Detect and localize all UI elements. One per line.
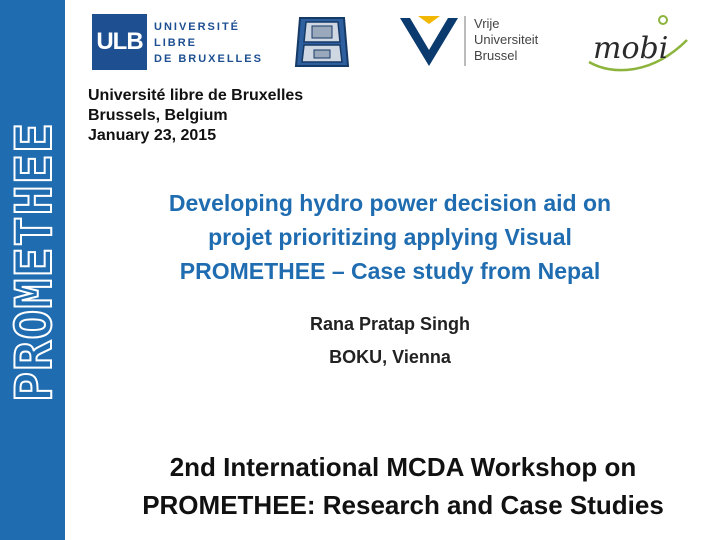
title-line: projet prioritizing applying Visual bbox=[208, 224, 572, 250]
mobi-logo bbox=[583, 10, 693, 74]
workshop-title bbox=[100, 448, 706, 524]
ulb-logo-line: UNIVERSITÉ bbox=[154, 21, 241, 33]
ulb-logo-box: ULB bbox=[92, 14, 147, 70]
vub-logo-text bbox=[474, 16, 574, 64]
workshop-line: PROMETHEE: Research and Case Studies bbox=[142, 490, 664, 520]
ulb-logo-text bbox=[154, 19, 264, 67]
ulb-logo-line: LIBRE bbox=[154, 37, 197, 49]
institution-location: Brussels, Belgium bbox=[88, 107, 228, 124]
vub-logo-line: Universiteit bbox=[474, 32, 539, 47]
slide-title bbox=[110, 186, 670, 288]
archive-cabinet-icon bbox=[292, 12, 352, 72]
sidebar-brand-text: PROMETHEE bbox=[5, 122, 63, 402]
vub-emblem-icon bbox=[398, 14, 460, 70]
title-line: Developing hydro power decision aid on bbox=[168, 190, 612, 216]
institution-block bbox=[88, 86, 388, 146]
workshop-line: 2nd International MCDA Workshop on bbox=[169, 452, 637, 482]
presentation-date: January 23, 2015 bbox=[88, 127, 217, 144]
author-name: Rana Pratap Singh bbox=[309, 314, 471, 334]
title-line: PROMETHEE – Case study from Nepal bbox=[179, 258, 601, 284]
vub-logo-line: Brussel bbox=[474, 48, 518, 63]
mobi-logo-text: mobi bbox=[593, 31, 669, 66]
ulb-logo-line: DE BRUXELLES bbox=[154, 53, 263, 65]
institution-name: Université libre de Bruxelles bbox=[88, 87, 304, 104]
vub-logo-line: Vrije bbox=[474, 16, 500, 31]
vub-divider bbox=[464, 16, 466, 66]
sidebar bbox=[0, 0, 65, 540]
author-block bbox=[210, 308, 570, 374]
author-affiliation: BOKU, Vienna bbox=[329, 347, 451, 367]
